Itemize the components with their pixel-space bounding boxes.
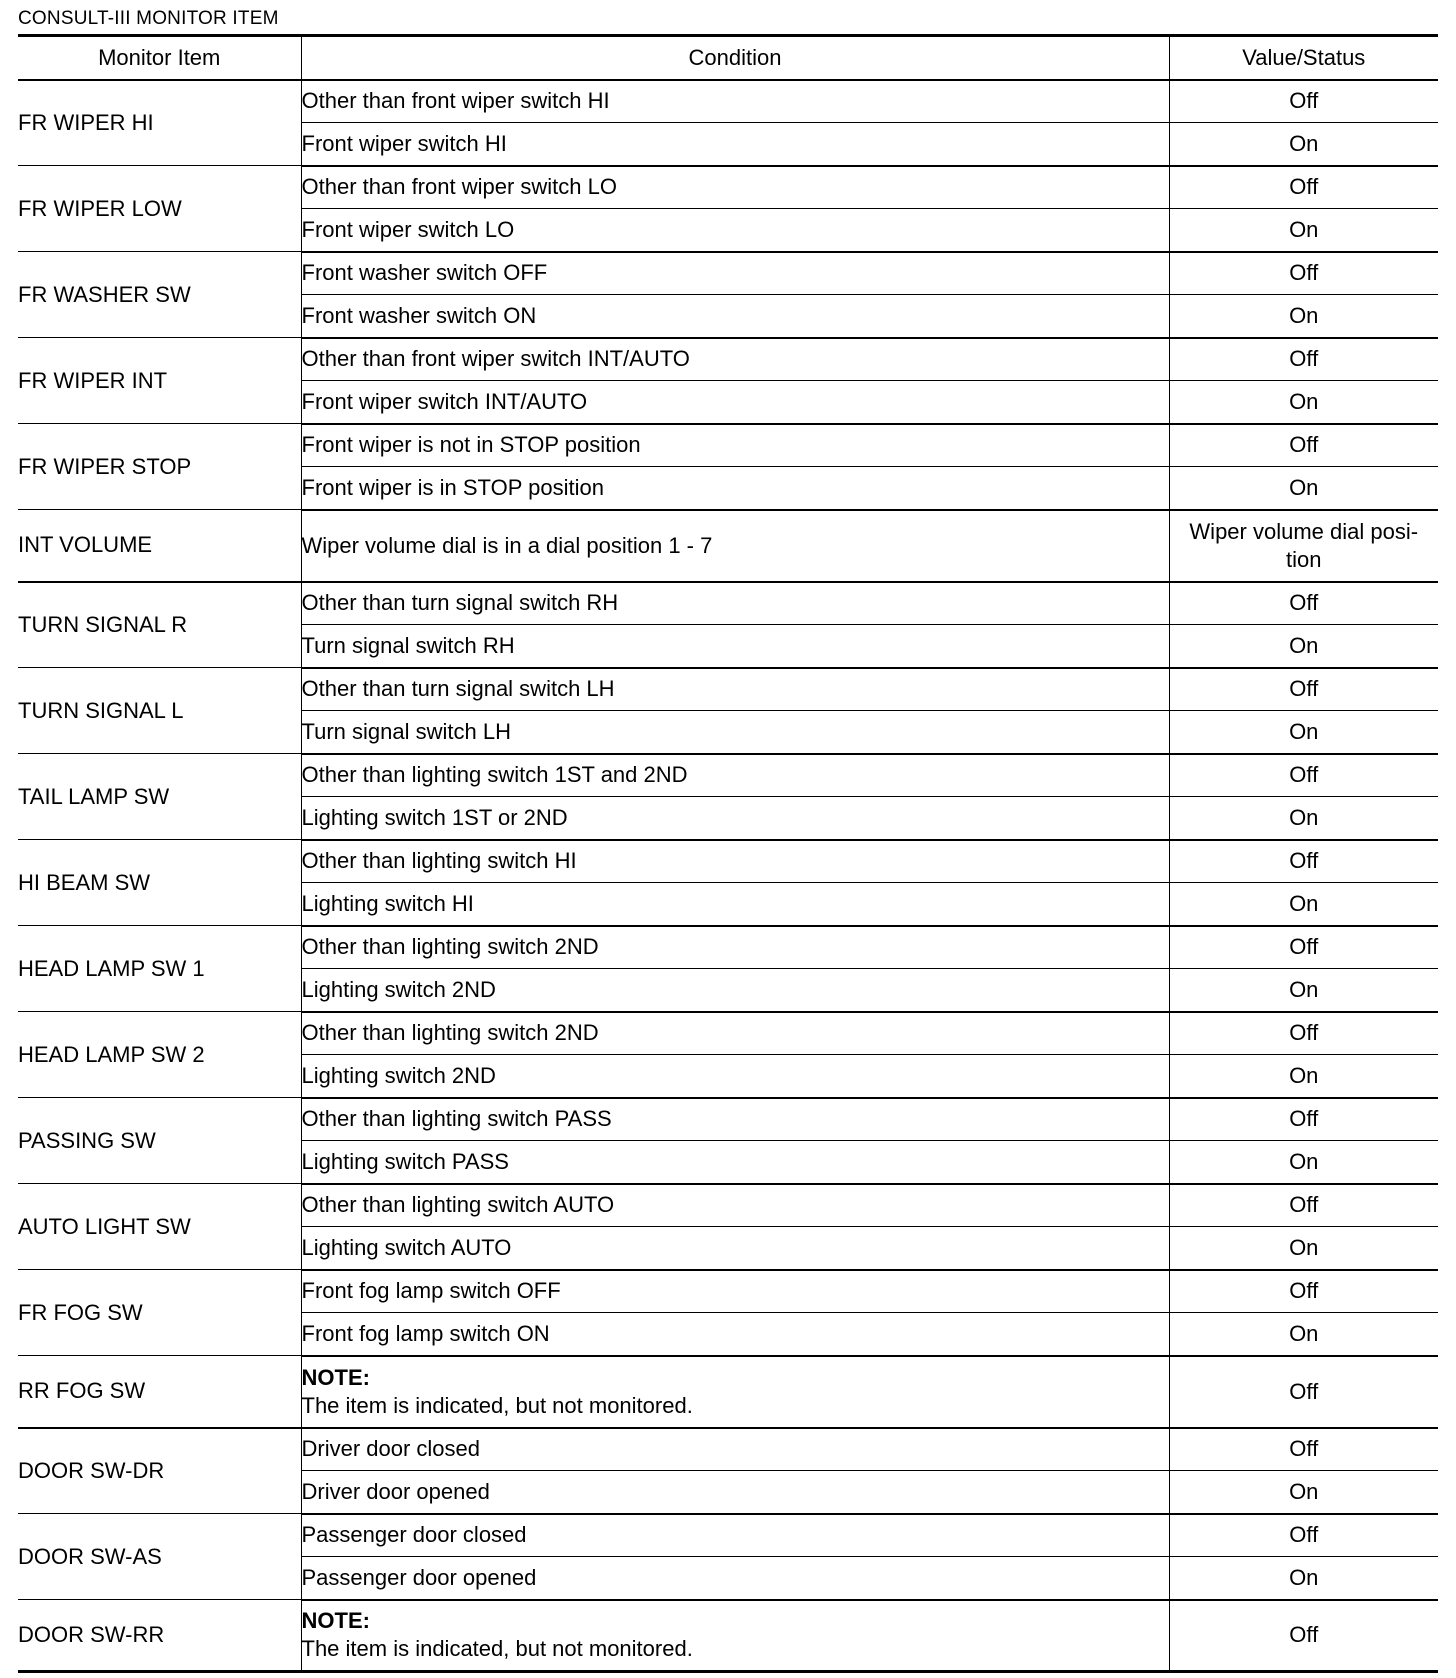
monitor-item-cell: FR WASHER SW [18,252,301,338]
table-row [18,582,1438,625]
monitor-item-cell: PASSING SW [18,1098,301,1184]
condition-cell: Front fog lamp switch ON [301,1313,1169,1356]
value-cell: On [1169,797,1438,840]
value-cell: Off [1169,840,1438,883]
monitor-item-cell: TURN SIGNAL R [18,582,301,668]
table-row [18,926,1438,969]
value-cell: Off [1169,1012,1438,1055]
condition-cell: Lighting switch 2ND [301,1055,1169,1098]
condition-cell: Other than lighting switch 2ND [301,926,1169,969]
value-cell: On [1169,381,1438,424]
value-cell: Off [1169,424,1438,467]
monitor-item-cell: DOOR SW-DR [18,1428,301,1514]
condition-cell: Lighting switch 2ND [301,969,1169,1012]
table-row [18,338,1438,381]
header-condition: Condition [301,36,1169,80]
condition-cell: Driver door closed [301,1428,1169,1471]
value-cell: On [1169,1471,1438,1514]
table-row [18,1356,1438,1428]
monitor-item-cell: TAIL LAMP SW [18,754,301,840]
condition-cell: Other than lighting switch PASS [301,1098,1169,1141]
condition-cell: Front fog lamp switch OFF [301,1270,1169,1313]
condition-cell: Passenger door opened [301,1557,1169,1600]
note-cell [301,1600,1169,1672]
table-row [18,1270,1438,1313]
monitor-item-cell: AUTO LIGHT SW [18,1184,301,1270]
value-cell: On [1169,1227,1438,1270]
value-cell: Wiper volume dial posi-tion [1169,510,1438,582]
note-text: The item is indicated, but not monitored. [301,1636,693,1662]
note-text: The item is indicated, but not monitored. [301,1392,693,1418]
table-row [18,1514,1438,1557]
table-row [18,166,1438,209]
value-cell: Off [1169,1514,1438,1557]
value-cell: On [1169,467,1438,510]
condition-cell: Other than turn signal switch RH [301,582,1169,625]
value-cell: On [1169,295,1438,338]
monitor-item-cell: HEAD LAMP SW 1 [18,926,301,1012]
table-row [18,1428,1438,1471]
monitor-item-table [18,34,1438,1673]
value-cell: Off [1169,668,1438,711]
monitor-item-cell: RR FOG SW [18,1356,301,1428]
condition-cell: Turn signal switch LH [301,711,1169,754]
condition-cell: Front wiper is in STOP position [301,467,1169,510]
note-heading: NOTE: [301,1364,370,1390]
value-cell: On [1169,1557,1438,1600]
value-cell: On [1169,1141,1438,1184]
condition-cell: Front washer switch ON [301,295,1169,338]
condition-cell: Front wiper switch HI [301,123,1169,166]
condition-cell: Other than lighting switch HI [301,840,1169,883]
condition-cell: Other than turn signal switch LH [301,668,1169,711]
condition-cell: Driver door opened [301,1471,1169,1514]
header-monitor-item: Monitor Item [18,36,301,80]
table-title: CONSULT-III MONITOR ITEM [18,8,279,29]
table-row [18,252,1438,295]
condition-cell: Front wiper is not in STOP position [301,424,1169,467]
value-cell: Off [1169,1184,1438,1227]
monitor-item-cell: FR WIPER LOW [18,166,301,252]
value-cell: Off [1169,1098,1438,1141]
value-cell: On [1169,209,1438,252]
value-cell: On [1169,625,1438,668]
value-cell: Off [1169,166,1438,209]
value-cell: On [1169,711,1438,754]
condition-cell: Other than front wiper switch LO [301,166,1169,209]
monitor-item-cell: TURN SIGNAL L [18,668,301,754]
table-row [18,1184,1438,1227]
value-cell: On [1169,1055,1438,1098]
note-heading: NOTE: [301,1608,370,1634]
table-row [18,510,1438,582]
table-row [18,754,1438,797]
value-cell: Off [1169,926,1438,969]
condition-cell: Other than front wiper switch HI [301,80,1169,123]
header-row [18,36,1438,80]
value-cell: On [1169,969,1438,1012]
monitor-item-cell: FR WIPER HI [18,80,301,166]
monitor-item-cell: HI BEAM SW [18,840,301,926]
value-cell: On [1169,883,1438,926]
condition-cell: Front wiper switch INT/AUTO [301,381,1169,424]
value-cell: Off [1169,1600,1438,1672]
note-cell [301,1356,1169,1428]
monitor-item-cell: DOOR SW-AS [18,1514,301,1600]
value-cell: Off [1169,1428,1438,1471]
condition-cell: Other than lighting switch 2ND [301,1012,1169,1055]
condition-cell: Lighting switch 1ST or 2ND [301,797,1169,840]
header-value-status: Value/Status [1169,36,1438,80]
monitor-item-cell: FR FOG SW [18,1270,301,1356]
value-cell: Off [1169,338,1438,381]
condition-cell: Turn signal switch RH [301,625,1169,668]
table-row [18,1098,1438,1141]
value-cell: Off [1169,1356,1438,1428]
value-cell: Off [1169,754,1438,797]
value-cell: On [1169,123,1438,166]
value-cell: Off [1169,252,1438,295]
monitor-item-cell: HEAD LAMP SW 2 [18,1012,301,1098]
value-cell: Off [1169,582,1438,625]
monitor-item-cell: DOOR SW-RR [18,1600,301,1672]
condition-cell: Front washer switch OFF [301,252,1169,295]
table-row [18,80,1438,123]
condition-cell: Other than front wiper switch INT/AUTO [301,338,1169,381]
condition-cell: Other than lighting switch AUTO [301,1184,1169,1227]
table-row [18,424,1438,467]
table-row [18,1012,1438,1055]
value-cell: On [1169,1313,1438,1356]
condition-cell: Lighting switch AUTO [301,1227,1169,1270]
condition-cell: Lighting switch PASS [301,1141,1169,1184]
condition-cell: Lighting switch HI [301,883,1169,926]
monitor-item-cell: INT VOLUME [18,510,301,582]
monitor-item-cell: FR WIPER INT [18,338,301,424]
value-cell: Off [1169,80,1438,123]
table-row [18,1600,1438,1672]
condition-cell: Front wiper switch LO [301,209,1169,252]
value-cell: Off [1169,1270,1438,1313]
table-row [18,668,1438,711]
condition-cell: Passenger door closed [301,1514,1169,1557]
condition-cell: Other than lighting switch 1ST and 2ND [301,754,1169,797]
monitor-item-cell: FR WIPER STOP [18,424,301,510]
table-row [18,840,1438,883]
condition-cell: Wiper volume dial is in a dial position 1 - 7 [301,510,1169,582]
